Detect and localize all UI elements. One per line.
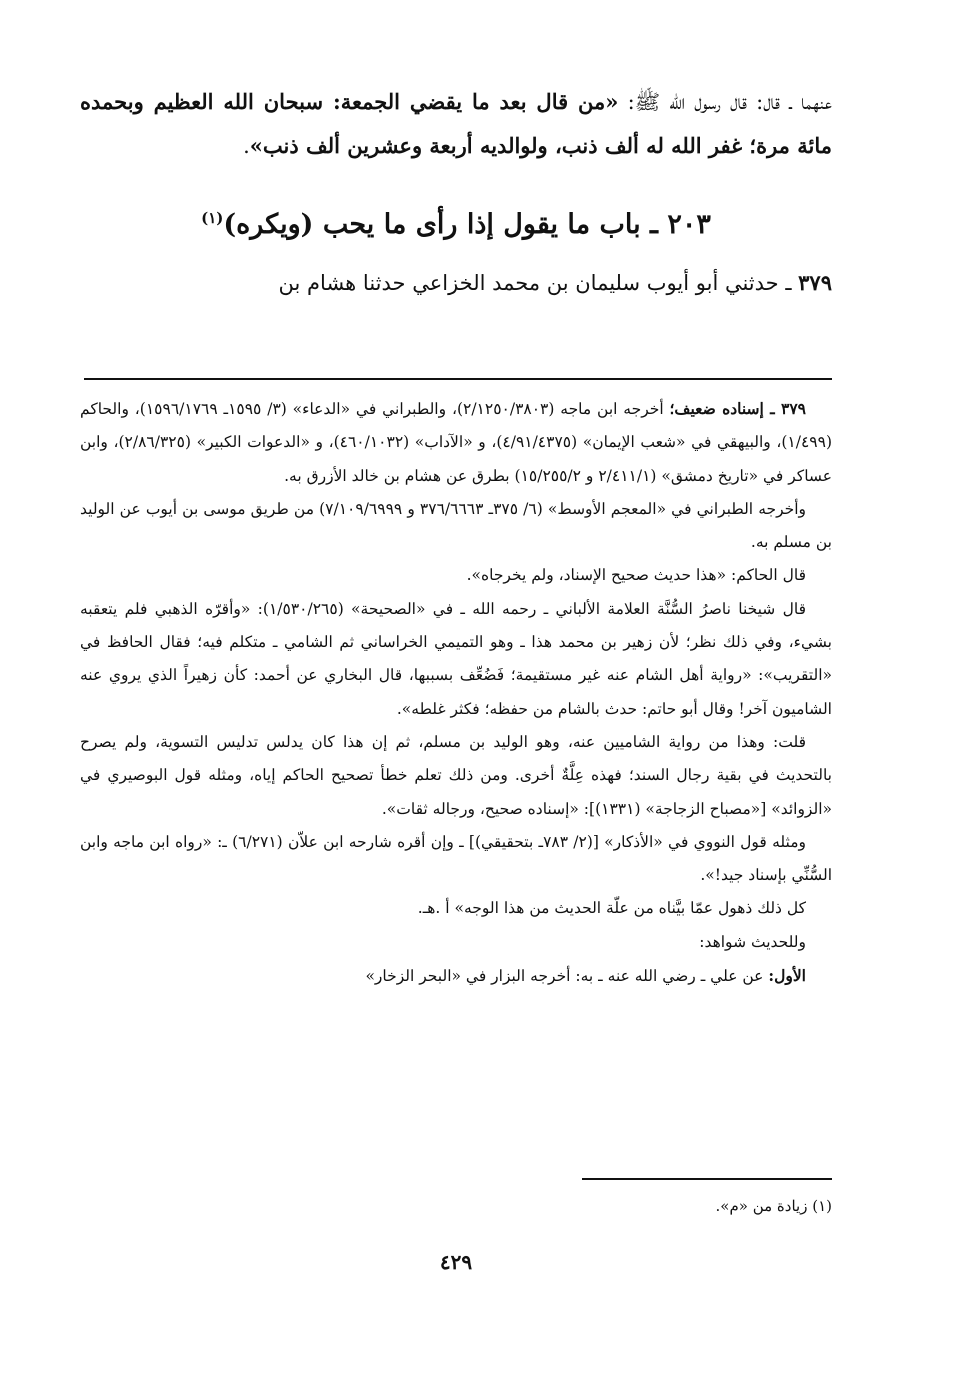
chapter-heading [80, 188, 832, 255]
note-paragraph: وأخرجه الطبراني في «المعجم الأوسط» (٦/ ٣٧٥ـ ٣٧٦/٦٦٦٣ و ٧/١٠٩/٦٩٩٩) من طريق موسى بن أيوب عن الوليد بن مسلم به. [80, 499, 832, 552]
commentary-notes [80, 392, 832, 993]
opening-paragraph [80, 80, 832, 168]
witness-text: عن علي ـ رضي الله عنه ـ به: أخرجه البزار في «البحر الزخار» [365, 967, 769, 986]
hadith-chain: ـ حدثني أبو أيوب سليمان بن محمد الخزاعي حدثنا هشام بن [278, 271, 799, 295]
note-takhrij [80, 392, 832, 493]
notes-divider [84, 378, 832, 380]
hadith-paragraph [80, 261, 832, 305]
page-number: ٤٢٩ [439, 1250, 473, 1274]
footnote-divider [582, 1178, 832, 1180]
hadith-number: ٣٧٩ [798, 270, 832, 295]
page-body [80, 80, 832, 1274]
chapter-footnote-marker: (١) [201, 209, 224, 227]
note-paragraph: قلت: وهذا من رواية الشاميين عنه، وهو الوليد بن مسلم، ثم إن هذا كان يدلس تدليس التسوية، ولم يصرح بالتحديث في بقية رجال السند؛ فهذه عِلَّةٌ أخرى. ومن ذلك تعلم خطأ تصحيح الحاكم إياه، ومثله قول البوصيري في «الزوائد» [«مصباح الزجاجة» (١٣٣١)]: «إسناده صحيح، ورجاله ثقات». [80, 732, 832, 818]
note-paragraph [80, 959, 832, 993]
note-paragraph: كل ذلك ذهول عمّا بيَّناه من علّة الحديث من هذا الوجه» أ .هـ. [417, 899, 806, 918]
chapter-title: ٢٠٣ ـ باب ما يقول إذا رأى ما يحب (ويكره) [223, 209, 711, 240]
narration-intro: عنهما ـ قال: قال رسول الله ﷺ: [618, 90, 832, 114]
footnote: (١) زيادة من «م». [715, 1197, 832, 1215]
note-number: ٣٧٩ [781, 399, 806, 418]
note-paragraph: قال شيخنا ناصرُ السُّنَّة العلامة الألباني ـ رحمه الله ـ في «الصحيحة» (١/٥٣٠/٢٦٥): «وأقرّه الذهبي فلم يتعقبه بشيء، وفي ذلك نظر؛ لأن زهير بن محمد هذا ـ وهو التميمي الخراساني ثم الشامي ـ متكلم فيه؛ فقال الحافظ في «التقريب»: «رواية أهل الشام عنه غير مستقيمة؛ فَضُعِّف بسببها، قال البخاري عن أحمد: كأن زهيراً الذي يروي عنه الشاميون آخر! وقال أبو حاتم: حدث بالشام من حفظه؛ فكثر غلطه». [80, 599, 832, 718]
note-paragraph: قال الحاكم: «هذا حديث صحيح الإسناد، ولم يخرجاه». [466, 566, 806, 585]
hadith-quote: «من قال بعد ما يقضي الجمعة: سبحان الله العظيم وبحمده مائة مرة؛ غفر الله له ألف ذنب، ولوالديه أربعة وعشرين ألف ذنب» [80, 89, 832, 158]
note-paragraph: ومثله قول النووي في «الأذكار» [(٢/ ٧٨٣ـ بتحقيقي)] ـ وإن أقره شارحه ابن علاّن (٦/٢٧١) ـ: «رواه ابن ماجه وابن السُّنِّي بإسناد جيد!». [80, 832, 832, 885]
period: . [243, 134, 250, 158]
note-text: أخرجه ابن ماجه (٢/١٢٥٠/٣٨٠٣)، والطبراني في «الدعاء» (٣/ ١٥٩٥ـ ١٥٩٦/١٧٦٩)، والحاكم (١/٤٩٩)، والبيهقي في «شعب الإيمان» (٤/٩١/٤٣٧٥)، و «الآداب» (٤٦٠/١٠٣٢)، و «الدعوات الكبير» (٢/٨٦/٣٢٥)، وابن عساكر في «تاريخ دمشق» (٢/٤١١/١ و ١٥/٢٥٥/٢) بطرق عن هشام بن خالد الأزرق به. [80, 400, 832, 485]
witness-label: الأول: [768, 966, 806, 986]
note-verdict: ـ إسناده ضعيف؛ [669, 399, 782, 418]
note-paragraph: وللحديث شواهد: [699, 932, 806, 951]
